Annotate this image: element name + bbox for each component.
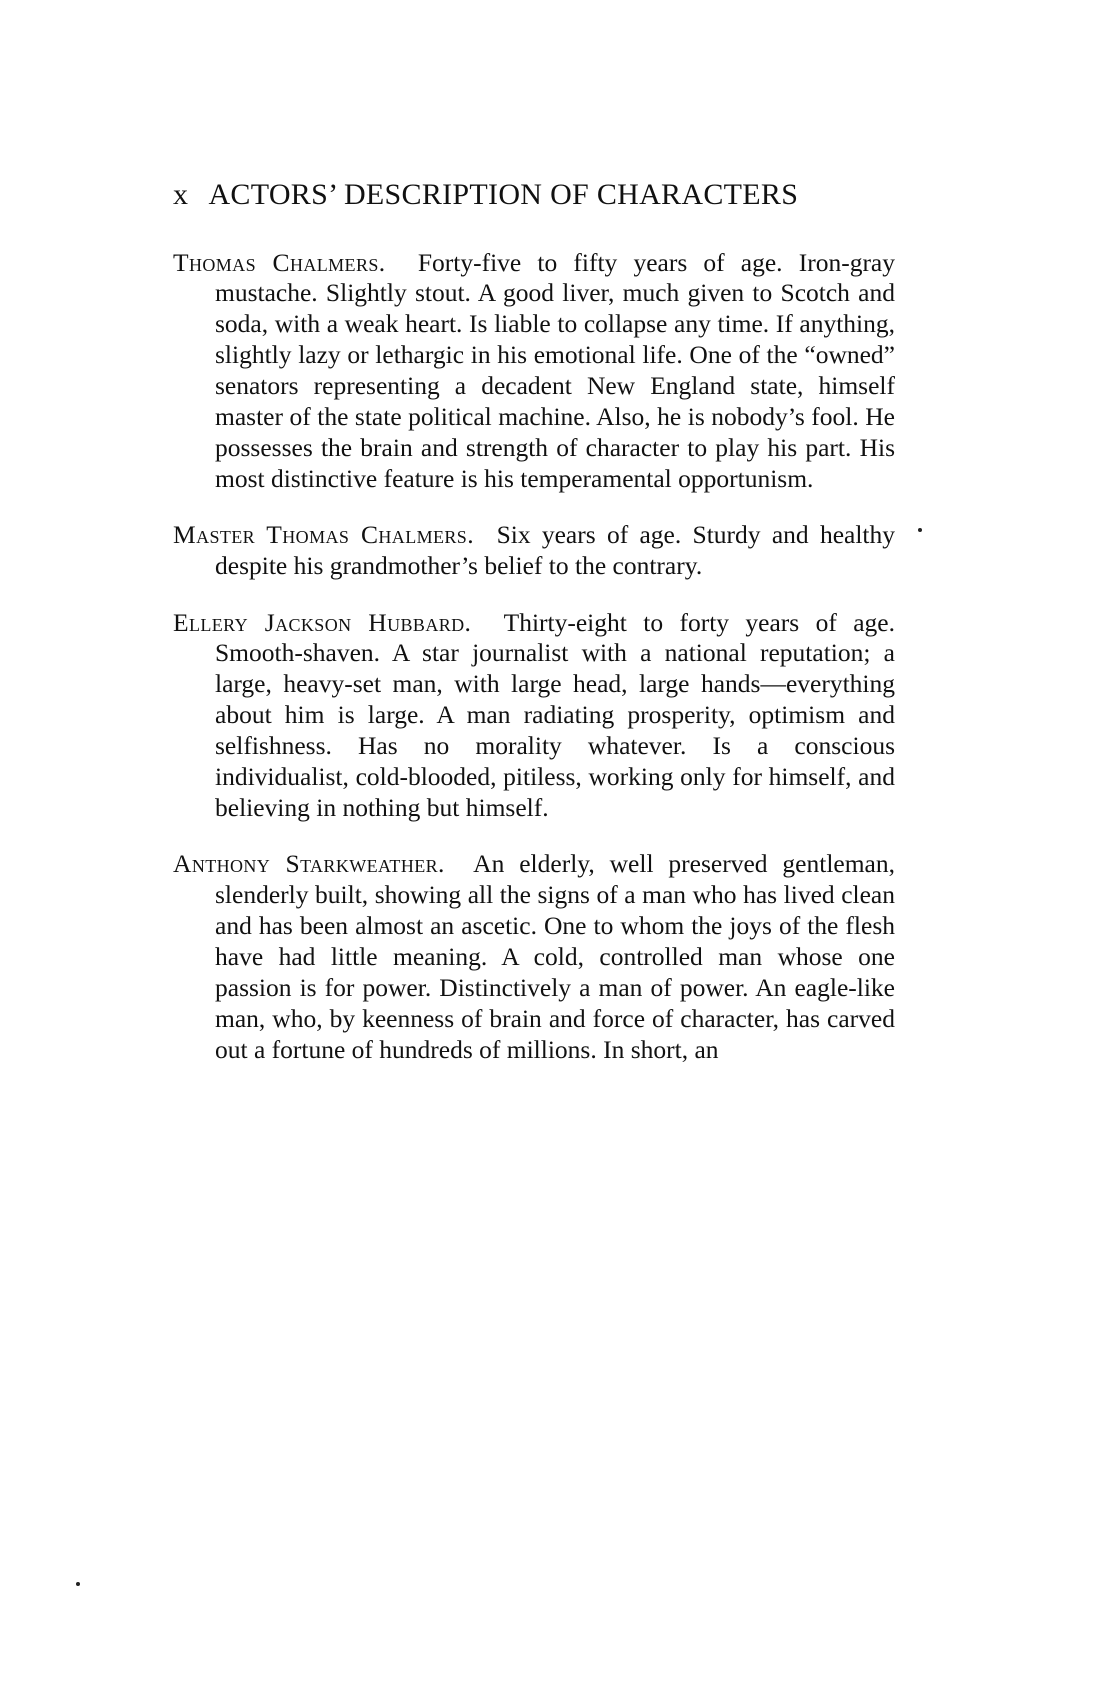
character-name: Ellery Jackson Hubbard. [173, 607, 472, 637]
character-name: Thomas Chalmers. [173, 247, 386, 277]
character-list [173, 222, 895, 1090]
character-description: Six years of age. Sturdy and healthy despite his grandmother’s belief to the contrary. [215, 520, 895, 581]
character-description: Thirty-eight to forty years of age. Smooth-shaven. A star journalist with a national reputation; a large, heavy-set man, with large head, large hands—everything about him is large. A man radiating prosperity, optimism and selfishness. Has no morality whatever. Is a conscious individualist, cold-blooded, pitiless, working only for himself, and believing in nothing but himself. [215, 607, 895, 822]
scan-speck [918, 528, 922, 532]
scan-speck [76, 1582, 80, 1586]
page-number: x [173, 178, 189, 211]
running-head [173, 178, 893, 212]
character-description: An elderly, well preserved gentleman, slenderly built, showing all the signs of a man who has lived clean and has been almost an ascetic. One to whom the joys of the flesh have had little meaning. A cold, controlled man whose one passion is for power. Distinctively a man of power. An eagle-like man, who, by keenness of brain and force of character, has carved out a fortune of hundreds of millions. In short, an [215, 849, 896, 1064]
character-description: Forty-five to fifty years of age. Iron-gray mustache. Slightly stout. A good liver, much given to Scotch and soda, with a weak heart. Is liable to collapse any time. If anything, slightly lazy or lethargic in his emotional life. One of the “owned” senators representing a decadent New England state, himself master of the state political machine. Also, he is nobody’s fool. He possesses the brain and strength of character to play his part. His most distinctive feature is his temperamental opportunism. [215, 247, 895, 493]
section-title: ACTORS’ DESCRIPTION OF CHARACTERS [208, 178, 799, 211]
character-entry [173, 849, 895, 1065]
character-entry [173, 248, 895, 495]
character-name: Anthony Starkweather. [173, 849, 445, 879]
character-name: Master Thomas Chalmers. [173, 520, 474, 550]
character-entry [173, 520, 895, 582]
character-entry [173, 608, 895, 824]
